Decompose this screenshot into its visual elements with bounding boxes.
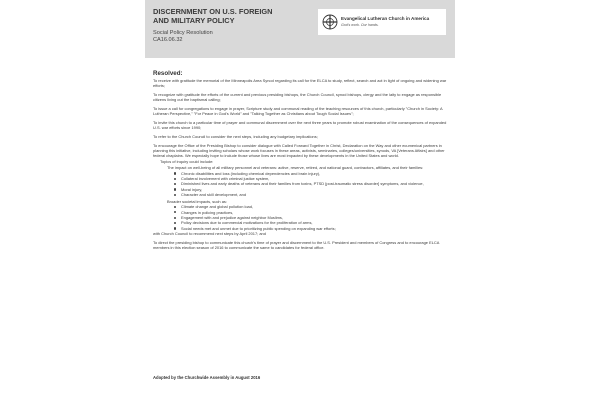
list-item: Collateral involvement with criminal justice system, (153, 176, 449, 181)
logo-tagline: God's work. Our hands. (341, 23, 379, 27)
council-line: with Church Council to recommend next steps by April 2017; and (153, 231, 266, 237)
paragraph: To invite this church to a particular time of prayer and communal discernment over the next three years to promote robust examination of the consequences of expanded U.S. war efforts since 1990; (153, 119, 447, 131)
resolution-body (153, 70, 449, 254)
list-item: Climate change and global pollution load, (153, 204, 449, 209)
resolved-heading: Resolved: (153, 70, 183, 77)
paragraph: To issue a call for congregations to engage in prayer, Scripture study and communal reading of the teaching resources of this church, particularly "Church in Society: A Lutheran Perspective," "For Peace in God's World" and "Talking Together as Christians about Tough Social Issues"; (153, 105, 443, 117)
list-item: Social needs met and unmet due to prioritizing public spending on expanding war efforts; (153, 226, 449, 231)
paragraph: To refer to the Church Council to consider the next steps, including any budgetary implications; (153, 133, 318, 139)
list-item: Engagement with and prejudice against neighbor Muslims, (153, 215, 449, 220)
topic-2-intro: Broader societal impacts, such as: (167, 199, 227, 205)
topic-2-list (153, 204, 449, 231)
list-item: Moral injury, (153, 187, 449, 192)
list-item: Changes in policing practices, (153, 210, 449, 215)
list-item: Diminished lives and early deaths of veterans and their families from toxins, PTSD [post-traumatic stress disorder] symptoms, and violence, (153, 181, 449, 186)
list-item: Policy decisions due to commercial motivations for the proliferation of arms, (153, 220, 449, 225)
document-title (153, 8, 313, 25)
list-item: Character and skill development, and (153, 192, 449, 197)
list-item: Chronic disabilities and loss (including chemical dependencies and brain injury), (153, 171, 449, 176)
paragraph: To recognize with gratitude the efforts of the current and previous presiding bishops, the Church Council, synod bishops, clergy and the laity to engage as responsible citizens living out the baptismal calling; (153, 91, 442, 103)
document-page (145, 0, 455, 400)
paragraph: To encourage the Office of the Presiding Bishop to consider dialogue with Called Forward Together in Christ, Declaration on the Way and other ecumenical partners in planning this initiative, including inviting scholars whose work focuses in these areas, activists, seminaries, colleges/universities, synods, VA [Veterans Affairs] and other federal chaplains. We especially hope to include those whose lives are most impacted by these developments in the United States and world. (153, 142, 445, 159)
topics-intro: Topics of inquiry could include: (160, 158, 214, 164)
topic-1-intro: The impact on well-being of all military personnel and veterans: active, reserve, retired, and national guard, contractors, affiliates, and their families: (167, 165, 424, 171)
final-paragraph: To direct the presiding bishop to communicate this church's time of prayer and discernment to the U.S. President and members of Congress and to encourage ELCA members in this election season of 2016 to communicate the same to candidates for federal office. (153, 239, 440, 251)
resolution-type: Social Policy Resolution (153, 30, 213, 36)
paragraph: To receive with gratitude the memorial of the Minneapolis Area Synod regarding its call for the ELCA to study, reflect, search and act in light of ongoing and widening war efforts; (153, 78, 447, 89)
document-subtitle (153, 30, 213, 44)
elca-logo (318, 9, 446, 35)
title-line-1: DISCERNMENT ON U.S. FOREIGN (153, 7, 273, 16)
adoption-note: Adopted by the Churchwide Assembly in August 2016 (153, 375, 261, 380)
cross-logo-icon (322, 14, 338, 30)
topic-1-list (153, 171, 449, 198)
header-band (145, 0, 455, 58)
title-line-2: AND MILITARY POLICY (153, 15, 235, 25)
resolution-code: CA16.06.32 (153, 37, 183, 43)
logo-org-name: Evangelical Lutheran Church in America (341, 16, 430, 21)
